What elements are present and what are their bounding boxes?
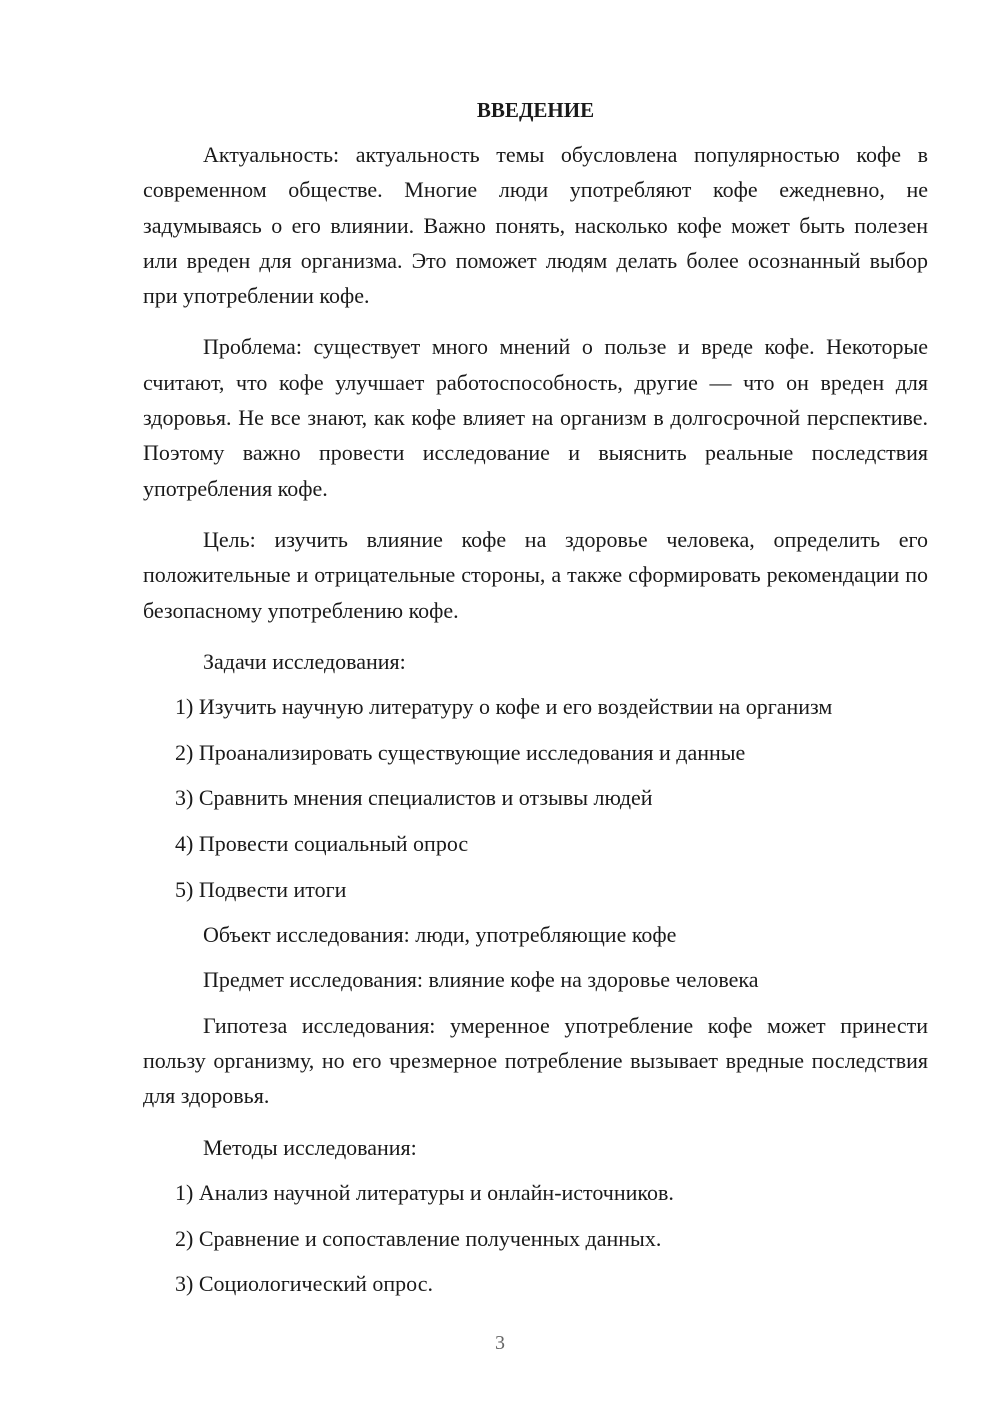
method-item: 1) Анализ научной литературы и онлайн-источников.	[175, 1179, 674, 1205]
subject-line: Предмет исследования: влияние кофе на здоровье человека	[203, 967, 759, 993]
section-title: ВВЕДЕНИЕ	[476, 98, 595, 122]
method-item: 2) Сравнение и сопоставление полученных данных.	[175, 1225, 662, 1251]
task-item: 1) Изучить научную литературу о кофе и его воздействии на организм	[175, 694, 833, 720]
methods-heading: Методы исследования:	[203, 1134, 417, 1160]
tasks-heading: Задачи исследования:	[203, 648, 406, 674]
object-line: Объект исследования: люди, употребляющие кофе	[203, 922, 677, 948]
task-item: 4) Провести социальный опрос	[175, 830, 469, 856]
task-item: 2) Проанализировать существующие исследования и данные	[175, 739, 746, 765]
problem-paragraph: Проблема: существует много мнений о пользе и вреде кофе. Некоторые считают, что кофе улучшает работоспособность, другие — что он вреден для здоровья. Не все знают, как кофе влияет на организм в долгосрочной перспективе. Поэтому важно провести исследование и выяснить реальные последствия употребления кофе.	[143, 334, 928, 501]
task-item: 5) Подвести итоги	[175, 876, 347, 902]
tasks-list	[143, 689, 928, 907]
goal-paragraph: Цель: изучить влияние кофе на здоровье человека, определить его положительные и отрицательные стороны, а также сформировать рекомендации по безопасному употреблению кофе.	[143, 526, 928, 623]
page-number: 3	[495, 1332, 505, 1354]
task-item: 3) Сравнить мнения специалистов и отзывы людей	[175, 785, 653, 811]
methods-list	[143, 1175, 928, 1301]
relevance-paragraph: Актуальность: актуальность темы обусловлена популярностью кофе в современном обществе. Многие люди употребляют кофе ежедневно, не задумываясь о его влиянии. Важно понять, насколько кофе может быть полезен или вреден для организма. Это поможет людям делать более осознанный выбор при употреблении кофе.	[143, 142, 928, 309]
page-content	[143, 95, 928, 1312]
method-item: 3) Социологический опрос.	[175, 1271, 433, 1297]
hypothesis-paragraph: Гипотеза исследования: умеренное употребление кофе может принести пользу организму, но его чрезмерное потребление вызывает вредные последствия для здоровья.	[143, 1012, 928, 1109]
